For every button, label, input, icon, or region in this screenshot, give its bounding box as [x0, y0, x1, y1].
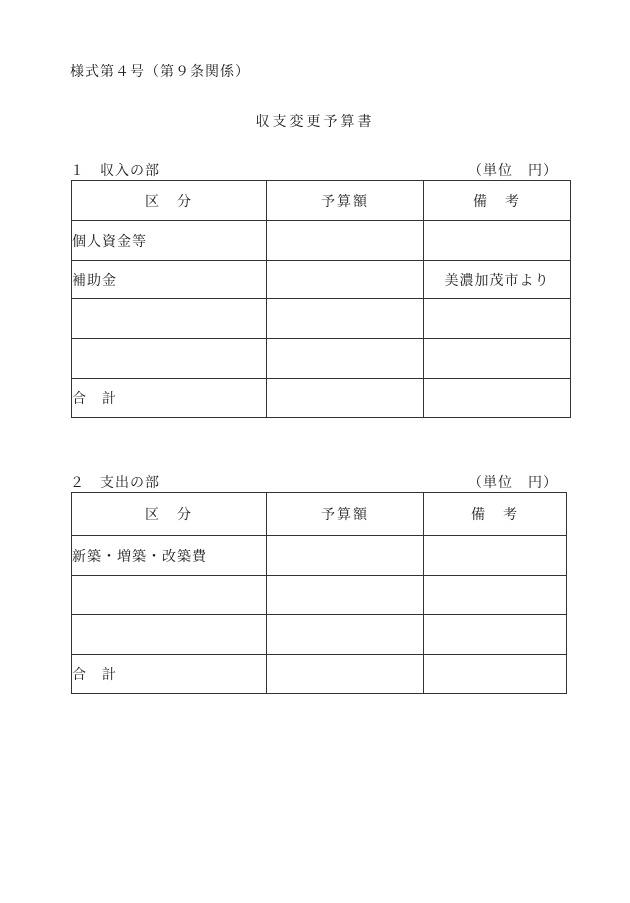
expense-total-label: 合 計 — [72, 655, 267, 694]
expense-row-category: 新築・増築・改築費 — [72, 536, 267, 576]
income-row-category: 補助金 — [72, 261, 267, 299]
expense-header-row — [72, 493, 567, 536]
expense-total-budget[interactable] — [267, 655, 424, 694]
expense-row-remarks[interactable] — [424, 576, 567, 615]
expense-header-category: 区 分 — [72, 493, 267, 536]
expense-header-budget: 予算額 — [267, 493, 424, 536]
expense-row-remarks[interactable] — [424, 615, 567, 655]
income-total-remarks[interactable] — [424, 379, 571, 418]
table-row — [72, 536, 567, 576]
expense-unit-label: （単位 円） — [468, 475, 558, 491]
expense-row-budget[interactable] — [267, 615, 424, 655]
income-row-remarks[interactable]: 美濃加茂市より — [424, 261, 571, 299]
expense-total-remarks[interactable] — [424, 655, 567, 694]
expense-row-category[interactable] — [72, 615, 267, 655]
expense-row-remarks[interactable] — [424, 536, 567, 576]
income-total-row — [72, 379, 571, 418]
expense-total-row — [72, 655, 567, 694]
income-row-category[interactable] — [72, 299, 267, 339]
income-header-remarks: 備 考 — [424, 181, 571, 221]
income-header-budget: 予算額 — [267, 181, 424, 221]
income-row-budget[interactable] — [267, 339, 424, 379]
income-row-remarks[interactable] — [424, 299, 571, 339]
table-row — [72, 261, 571, 299]
income-row-remarks[interactable] — [424, 221, 571, 261]
income-header-row — [72, 181, 571, 221]
expense-section-heading: ２ 支出の部 — [70, 475, 160, 491]
table-row — [72, 299, 571, 339]
table-row — [72, 221, 571, 261]
expense-table — [71, 492, 567, 694]
table-row — [72, 339, 571, 379]
income-section-heading: １ 収入の部 — [70, 163, 160, 179]
income-table — [71, 180, 571, 418]
table-row — [72, 576, 567, 615]
income-unit-label: （単位 円） — [468, 163, 558, 179]
income-total-budget[interactable] — [267, 379, 424, 418]
income-header-category: 区 分 — [72, 181, 267, 221]
expense-row-category[interactable] — [72, 576, 267, 615]
expense-row-budget[interactable] — [267, 576, 424, 615]
form-number: 様式第４号（第９条関係） — [70, 64, 250, 80]
income-row-budget[interactable] — [267, 221, 424, 261]
expense-header-remarks: 備 考 — [424, 493, 567, 536]
table-row — [72, 615, 567, 655]
expense-row-budget[interactable] — [267, 536, 424, 576]
income-row-budget[interactable] — [267, 261, 424, 299]
income-row-category: 個人資金等 — [72, 221, 267, 261]
income-row-remarks[interactable] — [424, 339, 571, 379]
income-total-label: 合 計 — [72, 379, 267, 418]
income-row-category[interactable] — [72, 339, 267, 379]
document-title: 収支変更予算書 — [255, 114, 375, 130]
income-row-budget[interactable] — [267, 299, 424, 339]
